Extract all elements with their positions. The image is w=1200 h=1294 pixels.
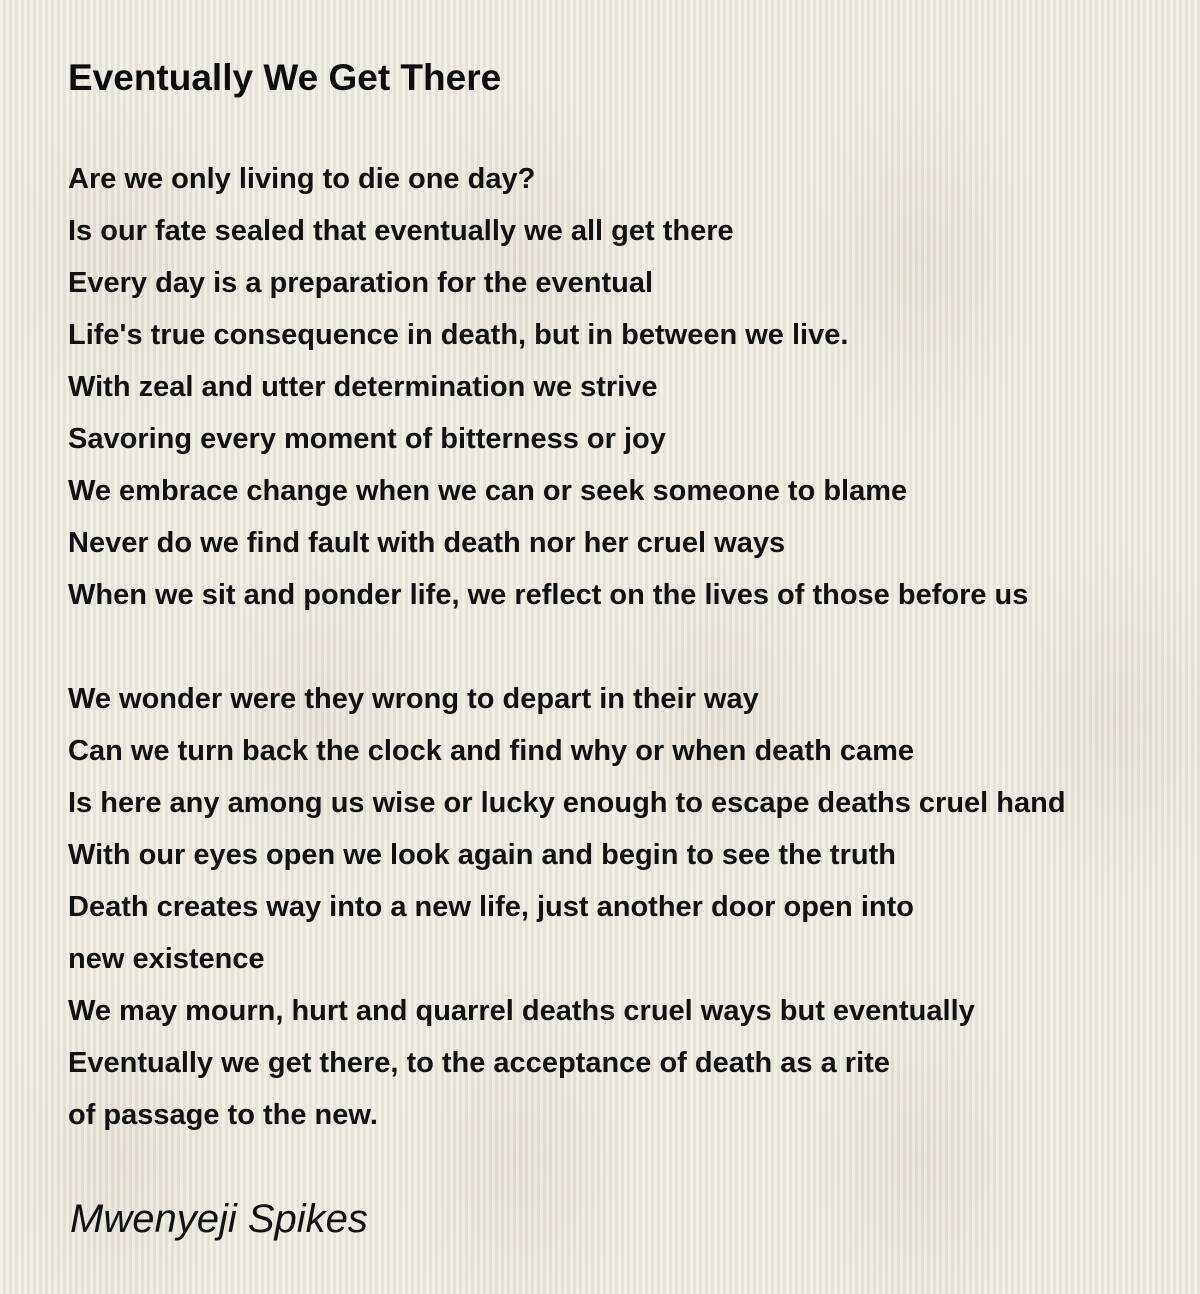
poem-body bbox=[68, 153, 1193, 1141]
poem-line: Every day is a preparation for the eventual bbox=[68, 267, 654, 299]
stanza-1 bbox=[68, 153, 1193, 621]
poem-line: With our eyes open we look again and begin to see the truth bbox=[68, 839, 896, 871]
poem-line: Death creates way into a new life, just another door open into bbox=[68, 891, 914, 923]
poem-line: With zeal and utter determination we strive bbox=[68, 371, 658, 403]
poem-line: new existence bbox=[68, 943, 265, 975]
poem-container bbox=[68, 54, 1193, 1141]
poem-line: We may mourn, hurt and quarrel deaths cruel ways but eventually bbox=[68, 995, 975, 1027]
poem-line: We embrace change when we can or seek someone to blame bbox=[68, 475, 908, 507]
poem-line: We wonder were they wrong to depart in their way bbox=[68, 683, 759, 715]
poem-line: Are we only living to die one day? bbox=[68, 163, 536, 195]
poem-title: Eventually We Get There bbox=[68, 57, 502, 98]
stanza-divider bbox=[68, 621, 1193, 673]
poem-line: Can we turn back the clock and find why or when death came bbox=[68, 735, 915, 767]
poem-line: When we sit and ponder life, we reflect on the lives of those before us bbox=[68, 579, 1029, 611]
poem-line: Is here any among us wise or lucky enough to escape deaths cruel hand bbox=[68, 787, 1066, 819]
poem-line: Eventually we get there, to the acceptance of death as a rite bbox=[68, 1047, 890, 1079]
poem-line: of passage to the new. bbox=[68, 1099, 378, 1131]
poem-line: Never do we find fault with death nor her cruel ways bbox=[68, 527, 786, 559]
poem-author: Mwenyeji Spikes bbox=[70, 1197, 368, 1241]
poem-line: Life's true consequence in death, but in between we live. bbox=[68, 319, 849, 351]
poem-line: Is our fate sealed that eventually we all get there bbox=[68, 215, 734, 247]
stanza-2 bbox=[68, 673, 1193, 1141]
poem-line: Savoring every moment of bitterness or joy bbox=[68, 423, 666, 455]
